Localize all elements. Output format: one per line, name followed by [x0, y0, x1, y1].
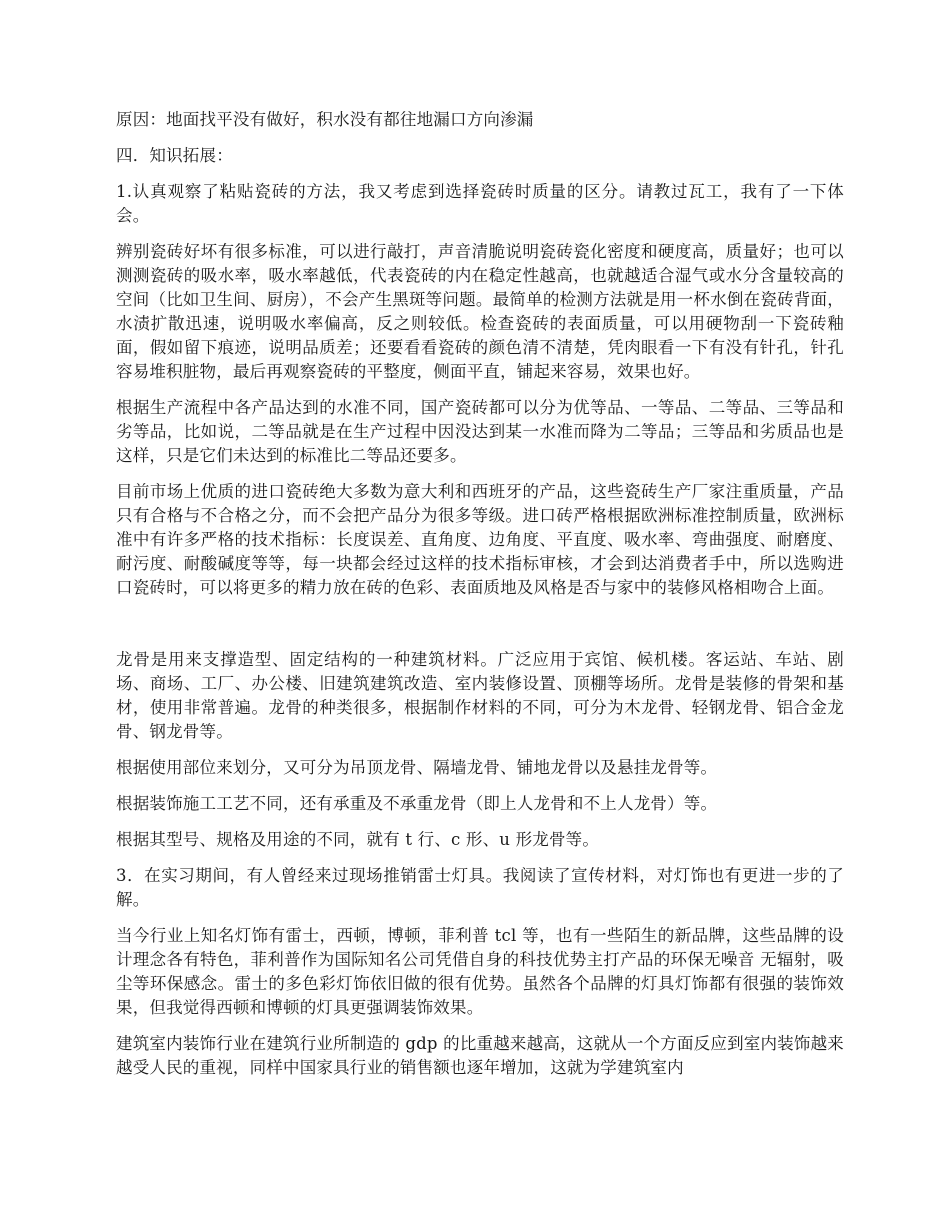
paragraph-tile-observation: 1.认真观察了粘贴瓷砖的方法，我又考虑到选择瓷砖时质量的区分。请教过瓦工，我有了一下体会。 [116, 182, 844, 225]
paragraph-cause: 原因：地面找平没有做好，积水没有都往地漏口方向渗漏 [116, 110, 534, 129]
paragraph-keel-location: 根据使用部位来划分，又可分为吊顶龙骨、隔墙龙骨、铺地龙骨以及悬挂龙骨等。 [116, 758, 718, 777]
paragraph-keel-type: 根据其型号、规格及用途的不同，就有 t 行、c 形、u 形龙骨等。 [116, 830, 600, 849]
paragraph-keel-process: 根据装饰施工工艺不同，还有承重及不承重龙骨（即上人龙骨和不上人龙骨）等。 [116, 794, 718, 813]
section-gap [116, 612, 844, 648]
paragraph-tile-quality: 辨别瓷砖好坏有很多标准，可以进行敲打，声音清脆说明瓷砖瓷化密度和硬度高，质量好；也可以测测瓷砖的吸水率，吸水率越低，代表瓷砖的内在稳定性越高，也就越适合湿气或水分含量较高的空间（比如卫生间、厨房），不会产生黑斑等问题。最简单的检测方法就是用一杯水倒在瓷砖背面，水渍扩散迅速，说明吸水率偏高，反之则较低。检查瓷砖的表面质量，可以用硬物刮一下瓷砖釉面，假如留下痕迹，说明品质差；还要看看瓷砖的颜色清不清楚，凭肉眼看一下有没有针孔，针孔容易堆积脏物，最后再观察瓷砖的平整度，侧面平直，铺起来容易，效果也好。 [116, 242, 844, 381]
paragraph-industry-gdp: 建筑室内装饰行业在建筑行业所制造的 gdp 的比重越来越高，这就从一个方面反应到室内装饰越来越受人民的重视，同样中国家具行业的销售额也逐年增加，这就为学建筑室内 [116, 1034, 844, 1077]
paragraph-lighting-brands: 当今行业上知名灯饰有雷士，西顿，博顿，菲利普 tcl 等，也有一些陌生的新品牌，这些品牌的设计理念各有特色，菲利普作为国际知名公司凭借自身的科技优势主打产品的环保无噪音 无辐射，吸尘等环保感念。雷士的多色彩灯饰依旧做的很有优势。虽然各个品牌的灯具灯饰都有很强的装饰效果，但我觉得西顿和博顿的灯具更强调装饰效果。 [116, 926, 844, 1017]
paragraph-imported-tiles: 目前市场上优质的进口瓷砖绝大多数为意大利和西班牙的产品，这些瓷砖生产厂家注重质量，产品只有合格与不合格之分，而不会把产品分为很多等级。进口砖严格根据欧洲标准控制质量，欧洲标准中有许多严格的技术指标：长度误差、直角度、边角度、平直度、吸水率、弯曲强度、耐磨度、耐污度、耐酸碱度等等，每一块都会经过这样的技术指标审核，才会到达消费者手中，所以选购进口瓷砖时，可以将更多的精力放在砖的色彩、表面质地及风格是否与家中的装修风格相吻合上面。 [116, 482, 844, 597]
section-heading-knowledge: 四．知识拓展： [116, 146, 233, 165]
document-page [116, 108, 844, 1092]
paragraph-tile-grades: 根据生产流程中各产品达到的水准不同，国产瓷砖都可以分为优等品、一等品、二等品、三等品和劣等品，比如说，二等品就是在生产过程中因没达到某一水准而降为二等品；三等品和劣质品也是这样，只是它们未达到的标准比二等品还要多。 [116, 398, 844, 465]
paragraph-lighting-intro: 3．在实习期间，有人曾经来过现场推销雷士灯具。我阅读了宣传材料，对灯饰也有更进一步的了解。 [116, 866, 844, 909]
paragraph-keel-intro: 龙骨是用来支撑造型、固定结构的一种建筑材料。广泛应用于宾馆、候机楼。客运站、车站、剧场、商场、工厂、办公楼、旧建筑建筑改造、室内装修设置、顶棚等场所。龙骨是装修的骨架和基材，使用非常普遍。龙骨的种类很多，根据制作材料的不同，可分为木龙骨、轻钢龙骨、铝合金龙骨、钢龙骨等。 [116, 650, 844, 741]
